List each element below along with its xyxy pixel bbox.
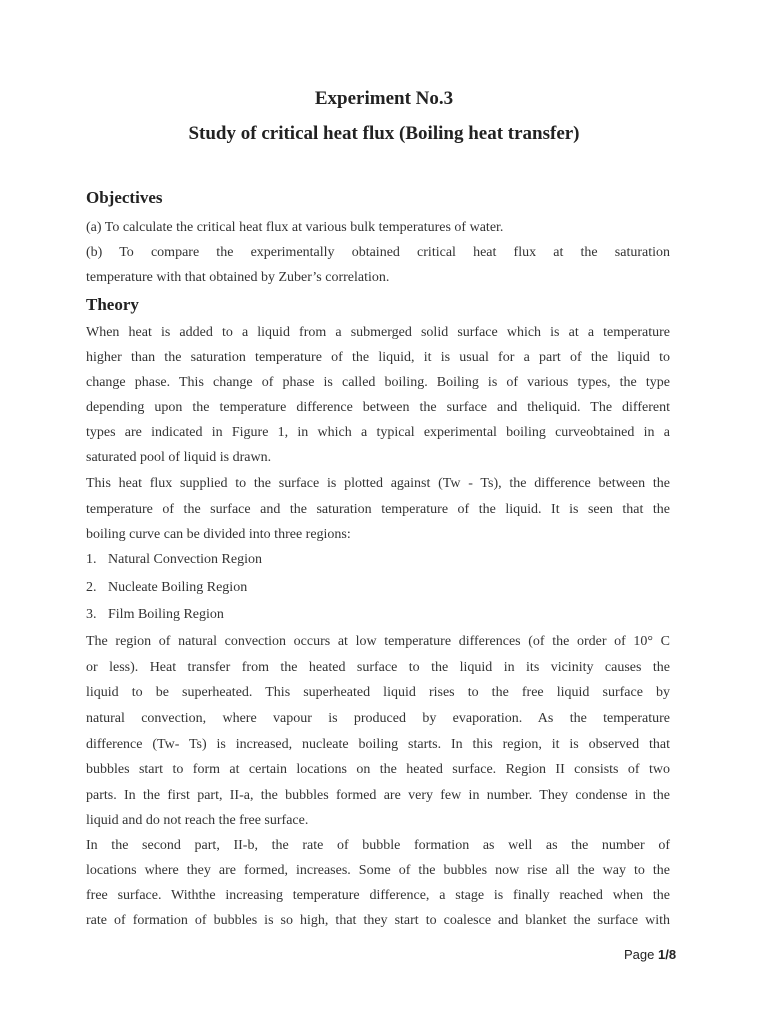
paragraph-line: rate of formation of bubbles is so high, that they start to coalesce and blanket the surface with <box>86 913 670 928</box>
page-subtitle: Study of critical heat flux (Boiling heat transfer) <box>188 123 580 144</box>
list-number: 3. <box>86 607 97 622</box>
paragraph-line: liquid and do not reach the free surface. <box>86 813 309 828</box>
paragraph-line: When heat is added to a liquid from a submerged solid surface which is at a temperature <box>86 325 670 340</box>
page-number <box>624 947 676 962</box>
objectives-heading: Objectives <box>86 188 163 207</box>
paragraph-line: difference (Tw- Ts) is increased, nucleate boiling starts. In this region, it is observed that <box>86 737 670 752</box>
objective-line: (a) To calculate the critical heat flux at various bulk temperatures of water. <box>86 220 504 235</box>
paragraph-line: depending upon the temperature difference between the surface and theliquid. The different <box>86 400 670 415</box>
page-number-value: 1/8 <box>657 947 677 962</box>
paragraph-line: change phase. This change of phase is called boiling. Boiling is of various types, the type <box>86 375 670 390</box>
list-item <box>86 580 247 596</box>
paragraph-line: temperature of the surface and the saturation temperature of the liquid. It is seen that the <box>86 502 670 517</box>
paragraph-line: higher than the saturation temperature of the liquid, it is usual for a part of the liquid to <box>86 350 670 365</box>
paragraph-line: In the second part, II-b, the rate of bubble formation as well as the number of <box>86 838 670 853</box>
paragraph-line: saturated pool of liquid is drawn. <box>86 450 272 465</box>
list-label: Film Boiling Region <box>108 607 224 622</box>
paragraph-line: natural convection, where vapour is produced by evaporation. As the temperature <box>86 711 670 726</box>
paragraph-line: free surface. Withthe increasing temperature difference, a stage is finally reached when the <box>86 888 670 903</box>
paragraph-line: types are indicated in Figure 1, in which a typical experimental boiling curveobtained in a <box>86 425 670 440</box>
paragraph-line: boiling curve can be divided into three regions: <box>86 527 351 542</box>
objective-line: (b) To compare the experimentally obtained critical heat flux at the saturation <box>86 245 670 260</box>
list-number: 2. <box>86 580 97 595</box>
list-item <box>86 552 262 568</box>
paragraph-line: liquid to be superheated. This superheated liquid rises to the free liquid surface by <box>86 685 670 700</box>
paragraph-line: locations where they are formed, increases. Some of the bubbles now rise all the way to the <box>86 863 670 878</box>
paragraph-line: bubbles start to form at certain locations on the heated surface. Region II consists of two <box>86 762 670 777</box>
theory-heading: Theory <box>86 295 139 314</box>
page-title: Experiment No.3 <box>314 88 454 109</box>
paragraph-line: or less). Heat transfer from the heated surface to the liquid in its vicinity causes the <box>86 660 670 675</box>
paragraph-line: The region of natural convection occurs at low temperature differences (of the order of 10° C <box>86 634 670 649</box>
list-label: Natural Convection Region <box>108 552 262 567</box>
page-number-prefix: Page <box>624 947 658 962</box>
list-number: 1. <box>86 552 97 567</box>
paragraph-line: This heat flux supplied to the surface is plotted against (Tw - Ts), the difference between the <box>86 476 670 491</box>
objective-line: temperature with that obtained by Zuber’s correlation. <box>86 270 390 285</box>
paragraph-line: parts. In the first part, II-a, the bubbles formed are very few in number. They condense in the <box>86 788 670 803</box>
list-item <box>86 607 224 623</box>
list-label: Nucleate Boiling Region <box>108 580 248 595</box>
